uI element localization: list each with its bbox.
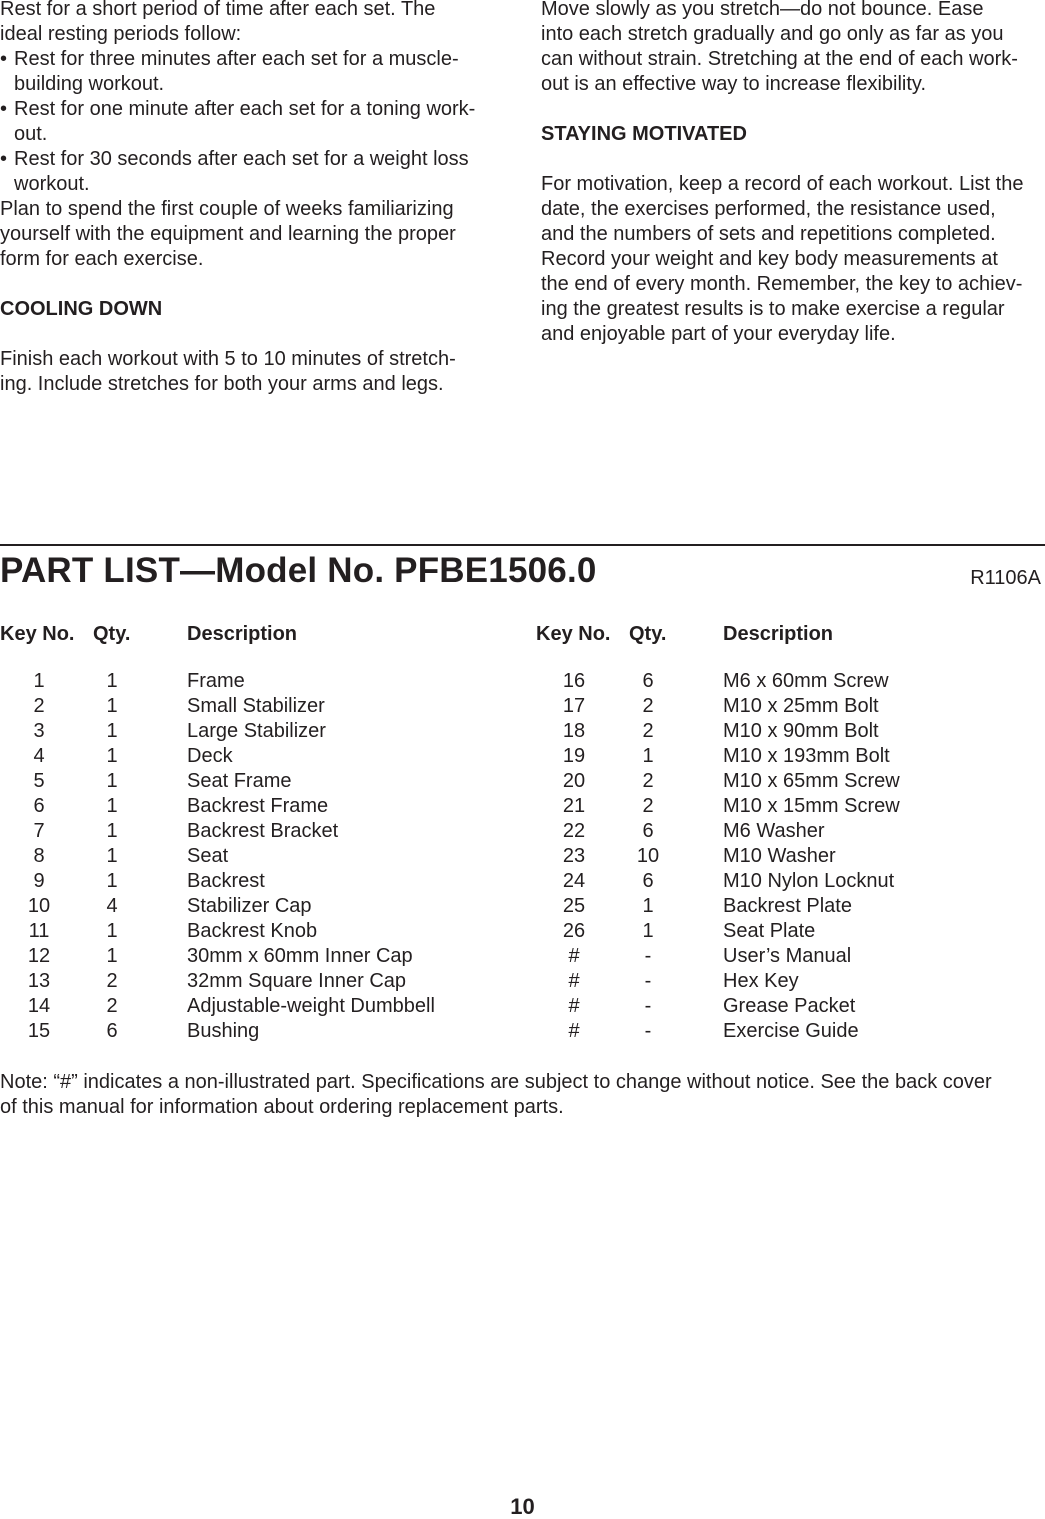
part-key-no: 21 bbox=[562, 795, 586, 817]
part-qty: 6 bbox=[106, 1020, 118, 1042]
part-list-note bbox=[0, 1070, 1045, 1120]
part-key-no: 1 bbox=[33, 670, 45, 692]
part-key-no: 2 bbox=[33, 695, 45, 717]
part-qty: 1 bbox=[106, 820, 118, 842]
part-qty: 1 bbox=[106, 945, 118, 967]
part-key-no: 4 bbox=[33, 745, 45, 767]
left-text-column bbox=[0, 0, 505, 397]
cooling-line: ing. Include stretches for both your arms and legs. bbox=[0, 373, 444, 395]
part-description: Grease Packet bbox=[723, 995, 856, 1017]
table-row bbox=[536, 994, 1041, 1019]
part-key-no: 22 bbox=[562, 820, 586, 842]
part-description: M10 x 15mm Screw bbox=[723, 795, 900, 817]
rest-bullet: • Rest for three minutes after each set for a muscle- building workout. bbox=[0, 48, 459, 95]
part-key-no: 14 bbox=[27, 995, 51, 1017]
part-description: M10 Washer bbox=[723, 845, 836, 867]
rest-bullet-list bbox=[0, 47, 505, 197]
part-description: Large Stabilizer bbox=[187, 720, 326, 742]
part-key-no: 7 bbox=[33, 820, 45, 842]
part-qty: 2 bbox=[642, 770, 654, 792]
table-row bbox=[536, 894, 1041, 919]
part-list-title: PART LIST—Model No. PFBE1506.0 bbox=[0, 551, 597, 590]
table-row bbox=[0, 1019, 505, 1044]
part-description: User’s Manual bbox=[723, 945, 852, 967]
plan-line: yourself with the equipment and learning the proper bbox=[0, 223, 456, 245]
part-key-no: 24 bbox=[562, 870, 586, 892]
part-qty: 2 bbox=[106, 970, 118, 992]
part-description: Backrest Frame bbox=[187, 795, 329, 817]
header-description: Description bbox=[187, 623, 298, 645]
table-header bbox=[536, 622, 1041, 647]
part-key-no: 3 bbox=[33, 720, 45, 742]
part-qty: 1 bbox=[106, 920, 118, 942]
part-key-no: 8 bbox=[33, 845, 45, 867]
part-description: Backrest Plate bbox=[723, 895, 852, 917]
part-key-no: # bbox=[568, 945, 580, 967]
part-description: Backrest Knob bbox=[187, 920, 318, 942]
part-qty: 1 bbox=[106, 845, 118, 867]
bullet-text: Rest for three minutes after each set for a muscle- bbox=[14, 48, 459, 70]
part-description: Adjustable-weight Dumbbell bbox=[187, 995, 435, 1017]
part-key-no: 20 bbox=[562, 770, 586, 792]
part-qty: 1 bbox=[106, 720, 118, 742]
table-row bbox=[0, 994, 505, 1019]
table-row bbox=[536, 919, 1041, 944]
motivated-line: the end of every month. Remember, the key to achiev- bbox=[541, 273, 1023, 295]
part-qty: 1 bbox=[106, 695, 118, 717]
part-description: Exercise Guide bbox=[723, 1020, 859, 1042]
stretch-line: can without strain. Stretching at the end of each work- bbox=[541, 48, 1018, 70]
stretch-line: Move slowly as you stretch—do not bounce. Ease bbox=[541, 0, 984, 20]
rest-bullet: • Rest for 30 seconds after each set for a weight loss workout. bbox=[0, 148, 469, 195]
plan-line: Plan to spend the first couple of weeks familiarizing bbox=[0, 198, 454, 220]
part-qty: 6 bbox=[642, 670, 654, 692]
table-row bbox=[536, 669, 1041, 694]
table-row bbox=[0, 744, 505, 769]
table-row bbox=[536, 869, 1041, 894]
part-description: Hex Key bbox=[723, 970, 799, 992]
bullet-text: building workout. bbox=[14, 73, 165, 95]
part-key-no: 9 bbox=[33, 870, 45, 892]
part-table-right bbox=[536, 622, 1041, 1044]
table-row bbox=[536, 819, 1041, 844]
intro-line: Rest for a short period of time after each set. The bbox=[0, 0, 436, 20]
table-row bbox=[536, 744, 1041, 769]
part-qty: 10 bbox=[636, 845, 660, 867]
document-code: R1106A bbox=[970, 567, 1041, 589]
plan-line: form for each exercise. bbox=[0, 248, 204, 270]
motivated-line: ing the greatest results is to make exercise a regular bbox=[541, 298, 1005, 320]
part-qty: 6 bbox=[642, 820, 654, 842]
bullet-text: workout. bbox=[14, 173, 90, 195]
motivated-line: and enjoyable part of your everyday life. bbox=[541, 323, 896, 345]
table-row bbox=[0, 894, 505, 919]
note-line: of this manual for information about ordering replacement parts. bbox=[0, 1096, 564, 1118]
part-description: Seat bbox=[187, 845, 229, 867]
table-row bbox=[536, 1019, 1041, 1044]
table-row bbox=[536, 844, 1041, 869]
page-number: 10 bbox=[510, 1494, 535, 1519]
table-row bbox=[536, 794, 1041, 819]
table-row bbox=[536, 944, 1041, 969]
part-qty: 1 bbox=[106, 870, 118, 892]
header-qty: Qty. bbox=[93, 623, 131, 645]
bullet-text: Rest for one minute after each set for a toning work- bbox=[14, 98, 476, 120]
part-description: M10 x 90mm Bolt bbox=[723, 720, 879, 742]
intro-line: ideal resting periods follow: bbox=[0, 23, 242, 45]
table-row bbox=[536, 719, 1041, 744]
table-row bbox=[0, 844, 505, 869]
table-row bbox=[0, 669, 505, 694]
part-description: M6 Washer bbox=[723, 820, 825, 842]
part-description: 30mm x 60mm Inner Cap bbox=[187, 945, 413, 967]
table-body bbox=[536, 669, 1041, 1044]
table-row bbox=[0, 794, 505, 819]
part-qty: 1 bbox=[642, 920, 654, 942]
motivated-line: For motivation, keep a record of each workout. List the bbox=[541, 173, 1024, 195]
part-qty: 2 bbox=[642, 695, 654, 717]
motivated-line: date, the exercises performed, the resistance used, bbox=[541, 198, 996, 220]
table-row bbox=[0, 719, 505, 744]
part-description: Seat Frame bbox=[187, 770, 292, 792]
section-divider bbox=[0, 544, 1045, 546]
part-qty: 1 bbox=[106, 745, 118, 767]
part-key-no: 10 bbox=[27, 895, 51, 917]
table-row bbox=[0, 919, 505, 944]
part-key-no: 13 bbox=[27, 970, 51, 992]
part-qty: 4 bbox=[106, 895, 118, 917]
table-row bbox=[536, 694, 1041, 719]
part-key-no: 15 bbox=[27, 1020, 51, 1042]
part-qty: - bbox=[644, 970, 652, 992]
part-description: Bushing bbox=[187, 1020, 260, 1042]
part-description: Deck bbox=[187, 745, 233, 767]
part-key-no: 6 bbox=[33, 795, 45, 817]
part-key-no: 23 bbox=[562, 845, 586, 867]
part-description: Frame bbox=[187, 670, 245, 692]
cooling-line: Finish each workout with 5 to 10 minutes of stretch- bbox=[0, 348, 456, 370]
part-key-no: 18 bbox=[562, 720, 586, 742]
rest-bullet: • Rest for one minute after each set for a toning work- out. bbox=[0, 98, 476, 145]
part-qty: 2 bbox=[642, 795, 654, 817]
part-key-no: 17 bbox=[562, 695, 586, 717]
part-key-no: # bbox=[568, 970, 580, 992]
part-key-no: # bbox=[568, 995, 580, 1017]
part-qty: 2 bbox=[106, 995, 118, 1017]
stretch-line: out is an effective way to increase flexibility. bbox=[541, 73, 926, 95]
table-row bbox=[536, 969, 1041, 994]
part-description: Stabilizer Cap bbox=[187, 895, 312, 917]
table-row bbox=[0, 944, 505, 969]
part-key-no: 11 bbox=[28, 920, 50, 942]
table-body bbox=[0, 669, 505, 1044]
part-qty: - bbox=[644, 1020, 652, 1042]
part-description: Backrest Bracket bbox=[187, 820, 339, 842]
part-description: Backrest bbox=[187, 870, 265, 892]
motivated-line: and the numbers of sets and repetitions completed. bbox=[541, 223, 996, 245]
part-key-no: 19 bbox=[562, 745, 586, 767]
bullet-text: out. bbox=[14, 123, 48, 145]
right-text-column bbox=[541, 0, 1045, 347]
part-qty: 1 bbox=[106, 670, 118, 692]
table-row bbox=[0, 819, 505, 844]
part-description: M10 x 25mm Bolt bbox=[723, 695, 879, 717]
part-key-no: 26 bbox=[562, 920, 586, 942]
header-key-no: Key No. bbox=[536, 623, 611, 645]
part-qty: 1 bbox=[106, 795, 118, 817]
header-qty: Qty. bbox=[629, 623, 667, 645]
part-description: 32mm Square Inner Cap bbox=[187, 970, 407, 992]
part-key-no: 12 bbox=[27, 945, 51, 967]
part-key-no: 25 bbox=[562, 895, 586, 917]
part-qty: - bbox=[644, 945, 652, 967]
part-key-no: 16 bbox=[562, 670, 586, 692]
note-line: Note: “#” indicates a non-illustrated part. Specifications are subject to change without notice. See the back cover bbox=[0, 1071, 992, 1093]
part-description: M10 x 193mm Bolt bbox=[723, 745, 890, 767]
part-description: Small Stabilizer bbox=[187, 695, 325, 717]
table-row bbox=[0, 769, 505, 794]
part-qty: 6 bbox=[642, 870, 654, 892]
table-row bbox=[536, 769, 1041, 794]
part-description: M6 x 60mm Screw bbox=[723, 670, 889, 692]
table-header bbox=[0, 622, 505, 647]
part-table-left bbox=[0, 622, 505, 1044]
part-key-no: # bbox=[568, 1020, 580, 1042]
part-key-no: 5 bbox=[33, 770, 45, 792]
table-row bbox=[0, 869, 505, 894]
table-row bbox=[0, 694, 505, 719]
header-key-no: Key No. bbox=[0, 623, 75, 645]
staying-motivated-heading: STAYING MOTIVATED bbox=[541, 123, 747, 145]
bullet-text: Rest for 30 seconds after each set for a weight loss bbox=[14, 148, 469, 170]
part-qty: 2 bbox=[642, 720, 654, 742]
part-description: Seat Plate bbox=[723, 920, 816, 942]
header-description: Description bbox=[723, 623, 834, 645]
part-qty: 1 bbox=[642, 745, 654, 767]
part-qty: 1 bbox=[106, 770, 118, 792]
stretch-line: into each stretch gradually and go only as far as you bbox=[541, 23, 1004, 45]
part-qty: - bbox=[644, 995, 652, 1017]
cooling-down-heading: COOLING DOWN bbox=[0, 298, 163, 320]
motivated-line: Record your weight and key body measurements at bbox=[541, 248, 998, 270]
table-row bbox=[0, 969, 505, 994]
part-qty: 1 bbox=[642, 895, 654, 917]
part-description: M10 Nylon Locknut bbox=[723, 870, 895, 892]
part-description: M10 x 65mm Screw bbox=[723, 770, 900, 792]
